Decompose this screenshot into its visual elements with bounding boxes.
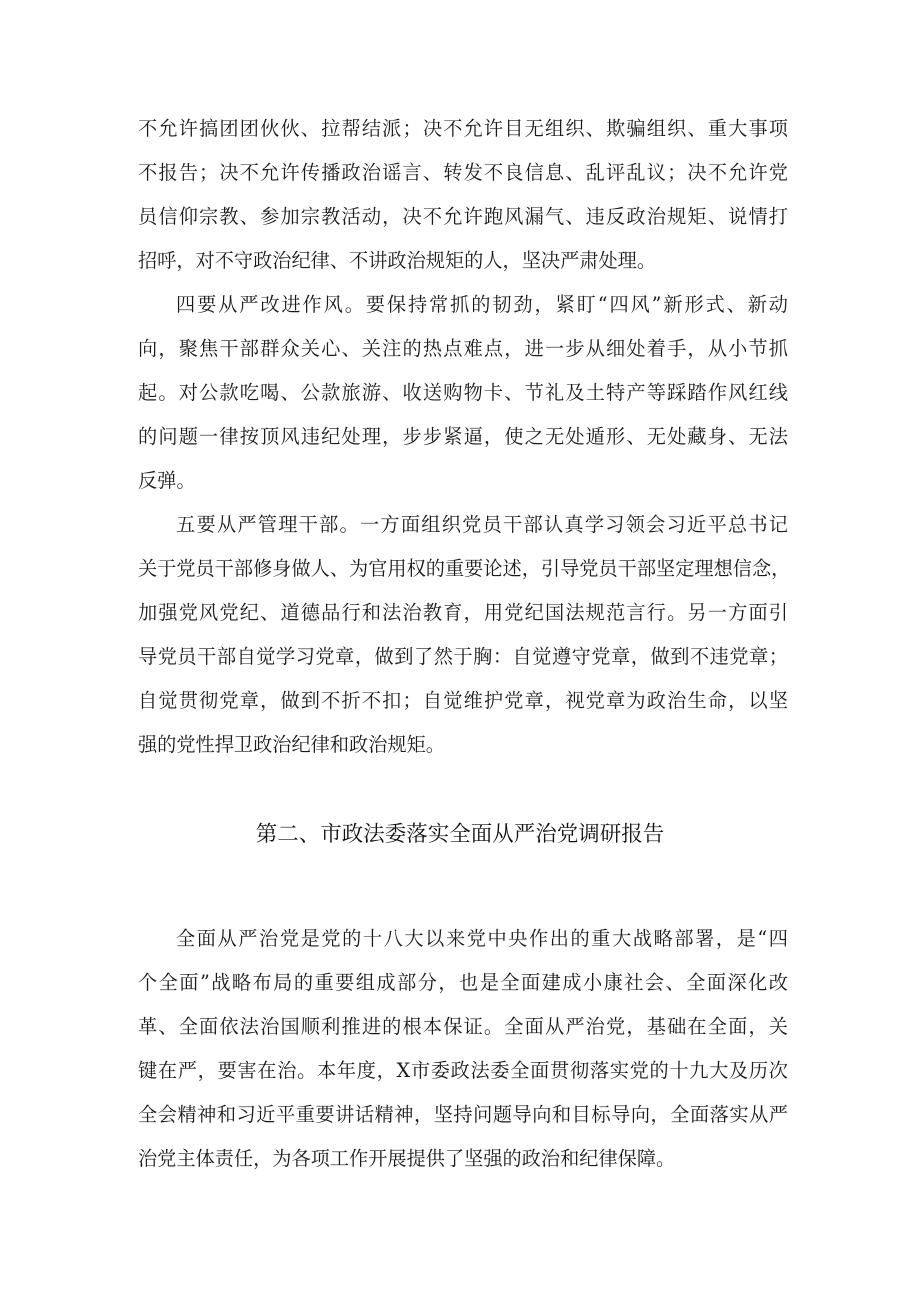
paragraph-1-line: 员信仰宗教、参加宗教活动，决不允许跑风漏气、违反政治规矩、说情打 <box>138 205 788 228</box>
paragraph-2-line: 起。对公款吃喝、公款旅游、收送购物卡、节礼及土特产等踩踏作风红线 <box>138 381 788 404</box>
paragraph-3-line: 关于党员干部修身做人、为官用权的重要论述，引导党员干部坚定理想信念， <box>138 557 791 580</box>
paragraph-4-line: 个全面”战略布局的重要组成部分，也是全面建成小康社会、全面深化改 <box>138 971 788 994</box>
paragraph-4-line: 全面从严治党是党的十八大以来党中央作出的重大战略部署，是“四 <box>176 927 788 950</box>
paragraph-3-line: 强的党性捍卫政治纪律和政治规矩。 <box>138 733 445 756</box>
paragraph-1-line: 不允许搞团团伙伙、拉帮结派；决不允许目无组织、欺骗组织、重大事项 <box>138 117 788 140</box>
paragraph-3-line: 加强党风党纪、道德品行和法治教育，用党纪国法规范言行。另一方面引 <box>138 601 788 624</box>
paragraph-3-line: 自觉贯彻党章，做到不折不扣；自觉维护党章，视党章为政治生命，以坚 <box>138 689 788 712</box>
paragraph-4-line: 全会精神和习近平重要讲话精神，坚持问题导向和目标导向，全面落实从严 <box>138 1103 788 1126</box>
paragraph-3-line: 导党员干部自觉学习党章，做到了然于胸：自觉遵守党章，做到不违党章； <box>138 645 788 668</box>
paragraph-4-line: 键在严，要害在治。本年度，X市委政法委全面贯彻落实党的十九大及历次 <box>138 1059 788 1082</box>
paragraph-2-line: 四要从严改进作风。要保持常抓的韧劲，紧盯“四风”新形式、新动 <box>176 293 788 316</box>
paragraph-4-line: 治党主体责任，为各项工作开展提供了坚强的政治和纪律保障。 <box>138 1147 676 1170</box>
paragraph-1-line: 招呼，对不守政治纪律、不讲政治规矩的人，坚决严肃处理。 <box>138 249 657 272</box>
paragraph-4-line: 革、全面依法治国顺利推进的根本保证。全面从严治党，基础在全面，关 <box>138 1015 788 1038</box>
paragraph-3-line: 五要从严管理干部。一方面组织党员干部认真学习领会习近平总书记 <box>176 513 788 536</box>
paragraph-1-line: 不报告；决不允许传播政治谣言、转发不良信息、乱评乱议；决不允许党 <box>138 161 788 184</box>
paragraph-2-line: 向，聚焦干部群众关心、关注的热点难点，进一步从细处着手，从小节抓 <box>138 337 788 360</box>
paragraph-2-line: 反弹。 <box>138 469 196 492</box>
section-heading: 第二、市政法委落实全面从严治党调研报告 <box>255 822 665 847</box>
paragraph-2-line: 的问题一律按顶风违纪处理，步步紧逼，使之无处遁形、无处藏身、无法 <box>138 425 788 448</box>
